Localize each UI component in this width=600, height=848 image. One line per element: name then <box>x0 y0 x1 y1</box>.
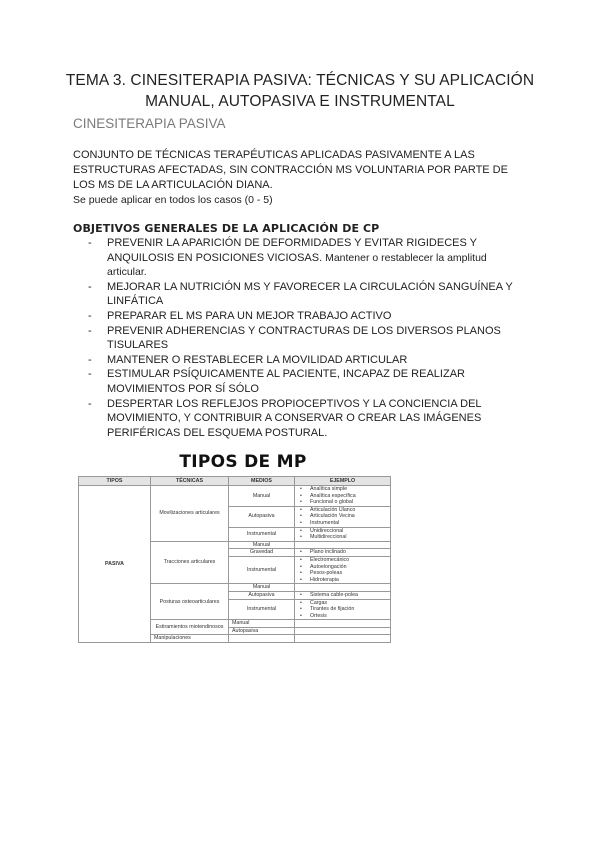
table-header-row <box>79 477 391 486</box>
header-cell: TIPOS <box>79 477 151 486</box>
ejemplo-cell: • Plano inclinado <box>295 549 391 557</box>
objectives-heading: OBJETIVOS GENERALES DE LA APLICACIÓN DE CP <box>73 222 380 235</box>
section-subtitle: CINESITERAPIA PASIVA <box>73 116 226 131</box>
medio-cell: Instrumental <box>229 599 295 620</box>
ejemplo-cell: • Sistema cable-polea <box>295 591 391 599</box>
medio-cell: Manual <box>229 584 295 592</box>
objective-item: - MANTENER O RESTABLECER LA MOVILIDAD ARTICULAR <box>88 353 528 368</box>
medio-cell: Manual <box>229 620 295 628</box>
objective-item: - PREVENIR LA APARICIÓN DE DEFORMIDADES Y EVITAR RIGIDECES Y ANQUILOSIS EN POSICIONES VICIOSAS. Mantener o restablecer la amplitud articular. <box>88 236 528 280</box>
ejemplo-cell: • Cargas • Tirantes de fijación • Ortesis <box>295 599 391 620</box>
table-row <box>79 486 391 507</box>
tecnica-cell: Movilizaciones articulares <box>151 486 229 542</box>
ejemplo-cell <box>295 541 391 549</box>
definition-text: CONJUNTO DE TÉCNICAS TERAPÉUTICAS APLICADAS PASIVAMENTE A LAS ESTRUCTURAS AFECTADAS, SIN CONTRACCIÓN MS VOLUNTARIA POR PARTE DE LOS MS DE LA ARTICULACIÓN DIANA. <box>73 149 508 191</box>
objective-item: - PREVENIR ADHERENCIAS Y CONTRACTURAS DE LOS DIVERSOS PLANOS TISULARES <box>88 324 528 353</box>
tipos-mp-table <box>78 476 391 643</box>
ejemplo-cell <box>295 620 391 628</box>
title-line-1: TEMA 3. CINESITERAPIA PASIVA: TÉCNICAS Y SU APLICACIÓN <box>65 72 535 89</box>
objectives-list <box>88 236 528 440</box>
medio-cell: Autopasiva <box>229 591 295 599</box>
document-title <box>60 70 540 112</box>
medio-cell: Instrumental <box>229 556 295 583</box>
ejemplo-cell <box>295 584 391 592</box>
medio-cell: Autopasiva <box>229 627 295 635</box>
tecnica-cell: Manipulaciones <box>151 635 229 643</box>
objective-item: - ESTIMULAR PSÍQUICAMENTE AL PACIENTE, INCAPAZ DE REALIZAR MOVIMIENTOS POR SÍ SÓLO <box>88 367 528 396</box>
scope-note: Se puede aplicar en todos los casos (0 - 5) <box>73 194 273 206</box>
medio-cell: Autopasiva <box>229 506 295 527</box>
tecnica-cell: Posturas osteoarticulares <box>151 584 229 620</box>
medio-cell: Manual <box>229 486 295 507</box>
header-cell: MEDIOS <box>229 477 295 486</box>
figure-title: TIPOS DE MP <box>179 452 307 472</box>
header-cell: TÉCNICAS <box>151 477 229 486</box>
medio-cell: Gravedad <box>229 549 295 557</box>
medio-cell: Manual <box>229 541 295 549</box>
medio-cell <box>229 635 295 643</box>
objective-item: - DESPERTAR LOS REFLEJOS PROPIOCEPTIVOS Y LA CONCIENCIA DEL MOVIMIENTO, Y CONTRIBUIR A CONSERVAR O CREAR LAS IMÁGENES PERIFÉRICAS DEL ESQUEMA POSTURAL. <box>88 397 528 441</box>
objective-item: - PREPARAR EL MS PARA UN MEJOR TRABAJO ACTIVO <box>88 309 528 324</box>
header-cell: EJEMPLO <box>295 477 391 486</box>
objective-item: - MEJORAR LA NUTRICIÓN MS Y FAVORECER LA CIRCULACIÓN SANGUÍNEA Y LINFÁTICA <box>88 280 528 309</box>
ejemplo-cell <box>295 635 391 643</box>
medio-cell: Instrumental <box>229 527 295 541</box>
tipo-cell: PASIVA <box>79 486 151 643</box>
tecnica-cell: Tracciones articulares <box>151 541 229 584</box>
intro-block <box>73 148 523 208</box>
ejemplo-cell: • Articulación Ulanco • Articulación Vecina • Instrumental <box>295 506 391 527</box>
tipos-mp-figure <box>78 452 390 643</box>
ejemplo-cell: • Unidireccional • Multidireccional <box>295 527 391 541</box>
ejemplo-cell <box>295 627 391 635</box>
tecnica-cell: Estiramientos miotendinosos <box>151 620 229 635</box>
ejemplo-cell: • Electromecánico • Autoelongación • Pesos-poleas • Hidroterapia <box>295 556 391 583</box>
ejemplo-cell: • Analítica simple • Analítica específica • Funcional o global <box>295 486 391 507</box>
title-line-2: MANUAL, AUTOPASIVA E INSTRUMENTAL <box>145 93 455 110</box>
